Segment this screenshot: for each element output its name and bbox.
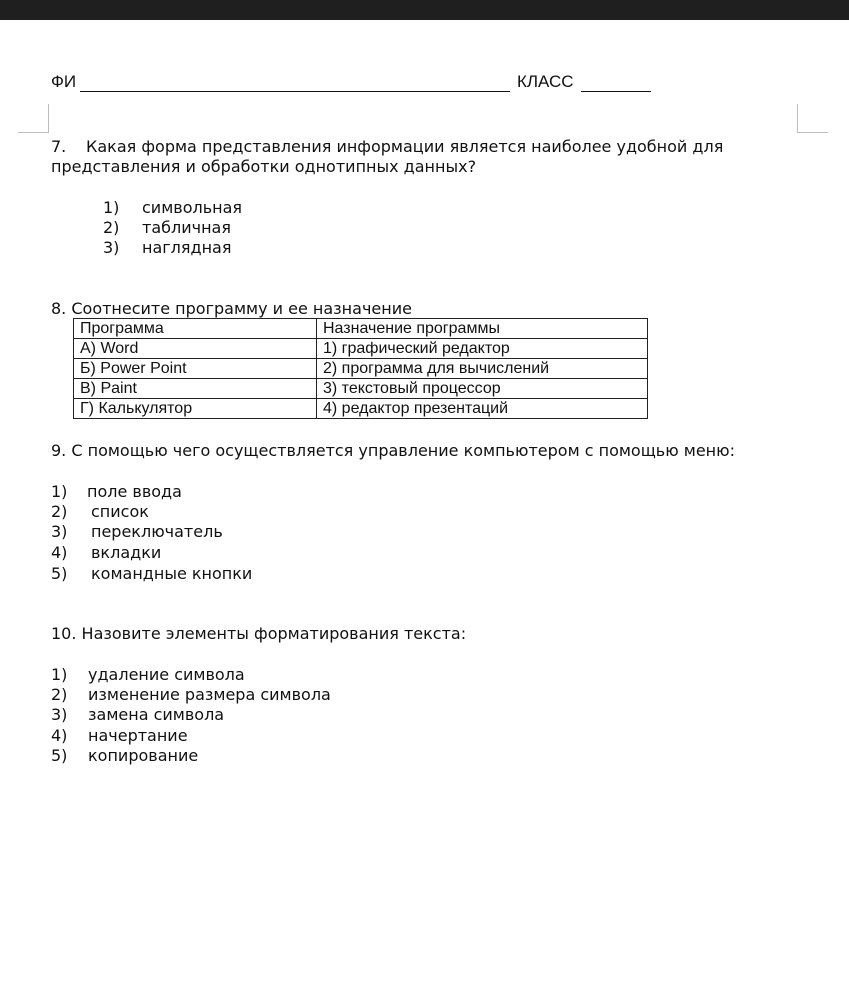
question-8-title: 8. Соотнесите программу и ее назначение <box>51 299 412 318</box>
table-cell-purpose: 2) программа для вычислений <box>317 359 648 379</box>
question-9-title: 9. С помощью чего осуществляется управление компьютером с помощью меню: <box>51 441 735 460</box>
option-num: 4) <box>51 726 68 745</box>
option-num: 3) <box>51 522 68 541</box>
name-label: ФИ <box>51 72 77 91</box>
page-corner-mark-left <box>18 104 49 133</box>
option-text: поле ввода <box>87 482 182 501</box>
option-text: удаление символа <box>88 665 245 684</box>
table-cell-program: А) Word <box>74 339 317 359</box>
option-num: 2) <box>103 218 120 237</box>
class-underline <box>581 91 651 92</box>
question-7-number: 7. <box>51 137 67 156</box>
option-num: 2) <box>51 502 68 521</box>
option-text: переключатель <box>91 522 223 541</box>
question-7-text-line1: Какая форма представления информации является наиболее удобной для <box>86 137 724 156</box>
table-cell-program: В) Paint <box>74 379 317 399</box>
option-num: 3) <box>51 705 68 724</box>
option-text: символьная <box>142 198 243 217</box>
option-num: 5) <box>51 746 68 765</box>
name-underline <box>80 91 510 92</box>
table-row <box>74 359 648 379</box>
option-text: табличная <box>142 218 231 237</box>
top-dark-bar <box>0 0 849 20</box>
option-text: копирование <box>88 746 199 765</box>
page-corner-mark-right <box>797 104 828 133</box>
question-10-title: 10. Назовите элементы форматирования текста: <box>51 624 467 643</box>
option-num: 1) <box>51 482 68 501</box>
table-row <box>74 339 648 359</box>
table-cell-purpose: 4) редактор презентаций <box>317 399 648 419</box>
option-text: вкладки <box>91 543 162 562</box>
option-num: 1) <box>51 665 68 684</box>
table-cell-purpose: 1) графический редактор <box>317 339 648 359</box>
question-7-text-line2: представления и обработки однотипных данных? <box>51 157 477 176</box>
table-header-program: Программа <box>74 319 317 339</box>
option-text: начертание <box>88 726 188 745</box>
option-num: 1) <box>103 198 120 217</box>
table-cell-program: Б) Power Point <box>74 359 317 379</box>
table-row <box>74 399 648 419</box>
option-text: изменение размера символа <box>88 685 331 704</box>
option-num: 5) <box>51 564 68 583</box>
option-num: 3) <box>103 238 120 257</box>
option-text: список <box>91 502 149 521</box>
option-num: 2) <box>51 685 68 704</box>
table-row <box>74 379 648 399</box>
matching-table <box>73 318 648 419</box>
option-text: наглядная <box>142 238 232 257</box>
table-cell-purpose: 3) текстовый процессор <box>317 379 648 399</box>
option-text: замена символа <box>88 705 225 724</box>
table-header-row <box>74 319 648 339</box>
class-label: КЛАСС <box>517 72 574 91</box>
table-header-purpose: Назначение программы <box>317 319 648 339</box>
table-cell-program: Г) Калькулятор <box>74 399 317 419</box>
option-text: командные кнопки <box>91 564 253 583</box>
option-num: 4) <box>51 543 68 562</box>
